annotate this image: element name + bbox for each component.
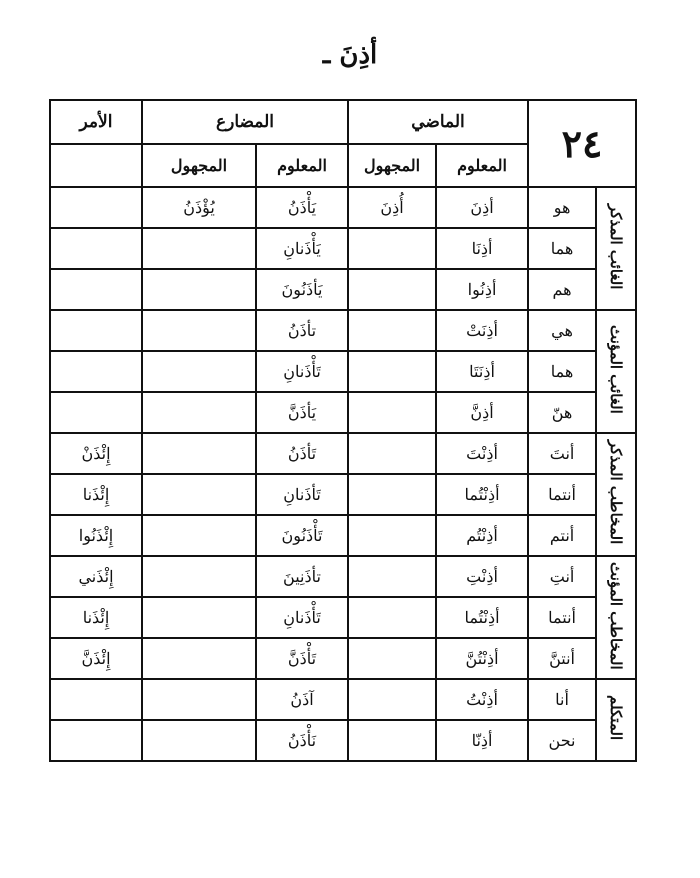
mudari-maloom-cell: تأذَنُ xyxy=(256,310,348,351)
group-label xyxy=(596,187,636,310)
mudari-majhool-cell xyxy=(142,392,256,433)
table-row xyxy=(50,228,636,269)
madi-maloom-cell: أذِنُوا xyxy=(436,269,528,310)
madi-maloom-cell: أذِنَ xyxy=(436,187,528,228)
pronoun-cell: أنتما xyxy=(528,474,596,515)
pronoun-cell: أنتنَّ xyxy=(528,638,596,679)
group-label-text: الغائب المؤنث xyxy=(607,325,626,414)
mudari-maloom-cell: تَأْذَنانِ xyxy=(256,351,348,392)
pronoun-cell: هم xyxy=(528,269,596,310)
header-mudari-majhool: المجهول xyxy=(142,144,256,187)
madi-majhool-cell xyxy=(348,433,436,474)
mudari-maloom-cell: تَأْذَنُونَ xyxy=(256,515,348,556)
pronoun-cell: هما xyxy=(528,351,596,392)
mudari-majhool-cell xyxy=(142,638,256,679)
pronoun-cell: هي xyxy=(528,310,596,351)
madi-majhool-cell xyxy=(348,351,436,392)
pronoun-cell: أنا xyxy=(528,679,596,720)
mudari-maloom-cell: تَأذَنانِ xyxy=(256,474,348,515)
madi-maloom-cell: أذِنْتُنَّ xyxy=(436,638,528,679)
mudari-maloom-cell: تأذَنِينَ xyxy=(256,556,348,597)
madi-majhool-cell xyxy=(348,515,436,556)
mudari-majhool-cell xyxy=(142,474,256,515)
group-label-text: المخاطب المذكر xyxy=(607,440,626,545)
header-mudari: المضارع xyxy=(142,100,348,144)
mudari-majhool-cell: يُؤْذَنُ xyxy=(142,187,256,228)
madi-majhool-cell xyxy=(348,720,436,761)
amr-cell: إِئْذَنُوا xyxy=(50,515,142,556)
madi-majhool-cell xyxy=(348,597,436,638)
table-row xyxy=(50,187,636,228)
table-row xyxy=(50,269,636,310)
header-madi-majhool: المجهول xyxy=(348,144,436,187)
group-label-text: المتكلم xyxy=(607,695,626,741)
amr-cell: إِئْذَنْ xyxy=(50,433,142,474)
madi-majhool-cell: أُذِنَ xyxy=(348,187,436,228)
mudari-majhool-cell xyxy=(142,433,256,474)
group-label xyxy=(596,556,636,679)
pronoun-cell: أنتَ xyxy=(528,433,596,474)
mudari-maloom-cell: يَأذَنُونَ xyxy=(256,269,348,310)
madi-majhool-cell xyxy=(348,556,436,597)
header-mudari-maloom: المعلوم xyxy=(256,144,348,187)
mudari-maloom-cell: يَأْذَنانِ xyxy=(256,228,348,269)
amr-cell xyxy=(50,269,142,310)
mudari-maloom-cell: آذَنُ xyxy=(256,679,348,720)
madi-maloom-cell: أذِنْتَ xyxy=(436,433,528,474)
madi-maloom-cell: أذِنَا xyxy=(436,228,528,269)
madi-maloom-cell: أذِنَّ xyxy=(436,392,528,433)
pronoun-cell: أنتم xyxy=(528,515,596,556)
table-row xyxy=(50,392,636,433)
madi-maloom-cell: أذِنَتْ xyxy=(436,310,528,351)
pronoun-cell: نحن xyxy=(528,720,596,761)
amr-cell: إِئْذَنا xyxy=(50,474,142,515)
amr-cell: إِئْذَنا xyxy=(50,597,142,638)
table-number: ٢٤ xyxy=(528,100,636,187)
madi-maloom-cell: أذِنَتَا xyxy=(436,351,528,392)
amr-cell xyxy=(50,679,142,720)
group-label-text: الغائب المذكر xyxy=(607,203,626,290)
amr-cell xyxy=(50,392,142,433)
mudari-majhool-cell xyxy=(142,515,256,556)
madi-maloom-cell: أذِنْتُ xyxy=(436,679,528,720)
table-row xyxy=(50,679,636,720)
mudari-majhool-cell xyxy=(142,351,256,392)
amr-cell: إِئْذَني xyxy=(50,556,142,597)
amr-cell xyxy=(50,351,142,392)
mudari-maloom-cell: يَأْذَنُ xyxy=(256,187,348,228)
group-label xyxy=(596,310,636,433)
group-label xyxy=(596,433,636,556)
table-row xyxy=(50,556,636,597)
header-madi-maloom: المعلوم xyxy=(436,144,528,187)
header-amr-empty xyxy=(50,144,142,187)
madi-maloom-cell: أذِنْتُما xyxy=(436,474,528,515)
amr-cell xyxy=(50,228,142,269)
mudari-maloom-cell: تَأذَنُ xyxy=(256,433,348,474)
madi-majhool-cell xyxy=(348,228,436,269)
table-row xyxy=(50,433,636,474)
madi-majhool-cell xyxy=(348,269,436,310)
conjugation-table xyxy=(49,99,637,762)
mudari-majhool-cell xyxy=(142,228,256,269)
madi-maloom-cell: أذِنّا xyxy=(436,720,528,761)
madi-maloom-cell: أذِنْتُما xyxy=(436,597,528,638)
mudari-maloom-cell: تَأْذَنَّ xyxy=(256,638,348,679)
table-row xyxy=(50,310,636,351)
madi-majhool-cell xyxy=(348,474,436,515)
amr-cell: إِئْذَنَّ xyxy=(50,638,142,679)
madi-maloom-cell: أذِنْتُم xyxy=(436,515,528,556)
table-row xyxy=(50,351,636,392)
mudari-maloom-cell: يَأذَنَّ xyxy=(256,392,348,433)
pronoun-cell: هنّ xyxy=(528,392,596,433)
mudari-majhool-cell xyxy=(142,269,256,310)
pronoun-cell: أنتما xyxy=(528,597,596,638)
amr-cell xyxy=(50,720,142,761)
mudari-majhool-cell xyxy=(142,720,256,761)
header-madi: الماضي xyxy=(348,100,528,144)
mudari-majhool-cell xyxy=(142,310,256,351)
madi-majhool-cell xyxy=(348,392,436,433)
table-row xyxy=(50,515,636,556)
madi-maloom-cell: أذِنْتِ xyxy=(436,556,528,597)
madi-majhool-cell xyxy=(348,638,436,679)
header-amr: الأمر xyxy=(50,100,142,144)
mudari-majhool-cell xyxy=(142,597,256,638)
group-label-text: المخاطب المؤنث xyxy=(607,561,626,670)
table-row xyxy=(50,597,636,638)
table-row xyxy=(50,474,636,515)
madi-majhool-cell xyxy=(348,310,436,351)
amr-cell xyxy=(50,310,142,351)
mudari-majhool-cell xyxy=(142,556,256,597)
pronoun-cell: هو xyxy=(528,187,596,228)
page-title: أذِنَ ـ xyxy=(322,40,378,70)
group-label xyxy=(596,679,636,761)
mudari-maloom-cell: تَأْذَنانِ xyxy=(256,597,348,638)
pronoun-cell: أنتِ xyxy=(528,556,596,597)
mudari-majhool-cell xyxy=(142,679,256,720)
amr-cell xyxy=(50,187,142,228)
table-row xyxy=(50,638,636,679)
mudari-maloom-cell: نَأْذَنُ xyxy=(256,720,348,761)
table-row xyxy=(50,720,636,761)
madi-majhool-cell xyxy=(348,679,436,720)
pronoun-cell: هما xyxy=(528,228,596,269)
